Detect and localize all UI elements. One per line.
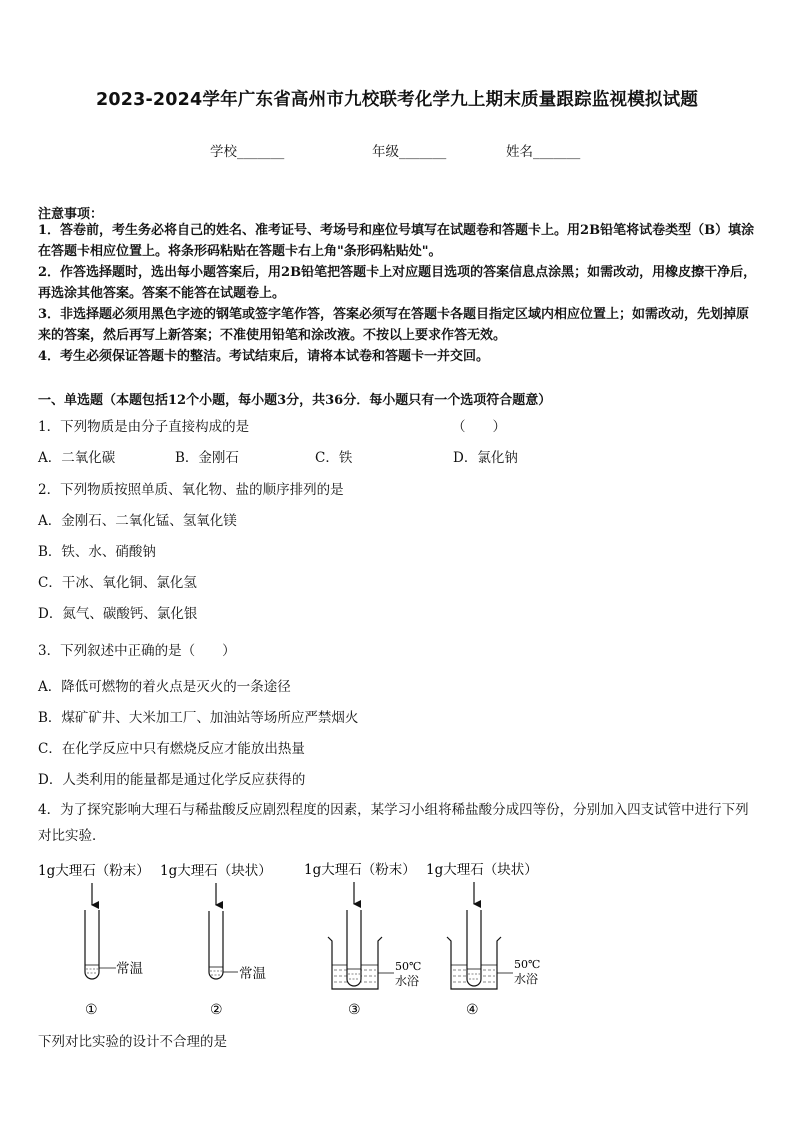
number-1: ① [85,1002,98,1018]
condition-2: 常温 [239,966,266,982]
notice-heading: 注意事项： [38,207,104,222]
q1-option-d: D．氯化钠 [453,450,518,466]
q1-option-a: A．二氧化碳 [38,450,116,466]
q1-stem: 1．下列物质是由分子直接构成的是 [38,419,250,435]
grade-field: 年级_______ [372,144,447,160]
number-2: ② [210,1002,223,1018]
notice-item-3: 3．非选择题必须用黑色字迹的钢笔或签字笔作答，答案必须写在答题卡各题目指定区域内相应位置上；如需改动，先划掉原来的答案，然后再写上新答案；不准使用铅笔和涂改液。不按以上要求作答无效。 [38,307,750,343]
experiment-figure [0,855,794,1025]
label-tube-3: 1g大理石（粉末） [304,862,416,878]
notice-item-4: 4．考生必须保证答题卡的整洁。考试结束后，请将本试卷和答题卡一并交回。 [38,349,490,364]
q4-follow-up: 下列对比实验的设计不合理的是 [38,1034,227,1050]
notice-item-1: 1．答卷前，考生务必将自己的姓名、准考证号、考场号和座位号填写在试题卷和答题卡上。用2B铅笔将试卷类型（B）填涂在答题卡相应位置上。将条形码粘贴在答题卡右上角"条形码粘贴处"。 [38,223,755,259]
q2-option-c: C．干冰、氧化铜、氯化氢 [38,575,197,591]
bath-label-4: 水浴 [514,972,539,986]
test-tube-1 [85,910,116,979]
q2-option-a: A．金刚石、二氧化锰、氢氧化镁 [38,513,237,529]
label-tube-2: 1g大理石（块状） [160,863,272,879]
bath-temp-4: 50℃ [514,958,541,971]
q1-option-c: C．铁 [315,450,353,466]
q2-option-d: D．氮气、碳酸钙、氯化银 [38,606,198,622]
beaker-4 [447,910,513,989]
condition-1: 常温 [116,961,143,977]
number-3: ③ [348,1002,361,1018]
bath-label-3: 水浴 [395,974,420,988]
label-tube-1: 1g大理石（粉末） [38,863,150,879]
q3-option-c: C．在化学反应中只有燃烧反应才能放出热量 [38,741,305,757]
label-tube-4: 1g大理石（块状） [426,862,538,878]
q3-option-d: D．人类利用的能量都是通过化学反应获得的 [38,772,306,788]
q1-option-b: B．金刚石 [175,450,239,466]
q2-stem: 2．下列物质按照单质、氧化物、盐的顺序排列的是 [38,482,344,498]
section-heading: 一、单选题（本题包括12个小题，每小题3分，共36分．每小题只有一个选项符合题意） [38,393,552,408]
q2-option-b: B．铁、水、硝酸钠 [38,544,156,560]
q1-bracket: （ ） [452,419,506,435]
name-field: 姓名_______ [506,144,581,160]
beaker-3 [328,910,394,989]
test-tube-2 [209,911,238,979]
q3-option-a: A．降低可燃物的着火点是灭火的一条途径 [38,679,291,695]
q3-stem: 3．下列叙述中正确的是（ ） [38,643,236,659]
number-4: ④ [466,1002,479,1018]
school-field: 学校_______ [210,144,285,160]
notice-item-2: 2．作答选择题时，选出每小题答案后，用2B铅笔把答题卡上对应题目选项的答案信息点涂黑；如需改动，用橡皮擦干净后，再选涂其他答案。答案不能答在试题卷上。 [38,265,757,301]
q4-stem: 4．为了探究影响大理石与稀盐酸反应剧烈程度的因素，某学习小组将稀盐酸分成四等份，分别加入四支试管中进行下列对比实验． [38,802,749,844]
bath-temp-3: 50℃ [395,960,422,973]
page-title: 2023-2024学年广东省高州市九校联考化学九上期末质量跟踪监视模拟试题 [95,90,699,110]
q3-option-b: B．煤矿矿井、大米加工厂、加油站等场所应严禁烟火 [38,710,359,726]
